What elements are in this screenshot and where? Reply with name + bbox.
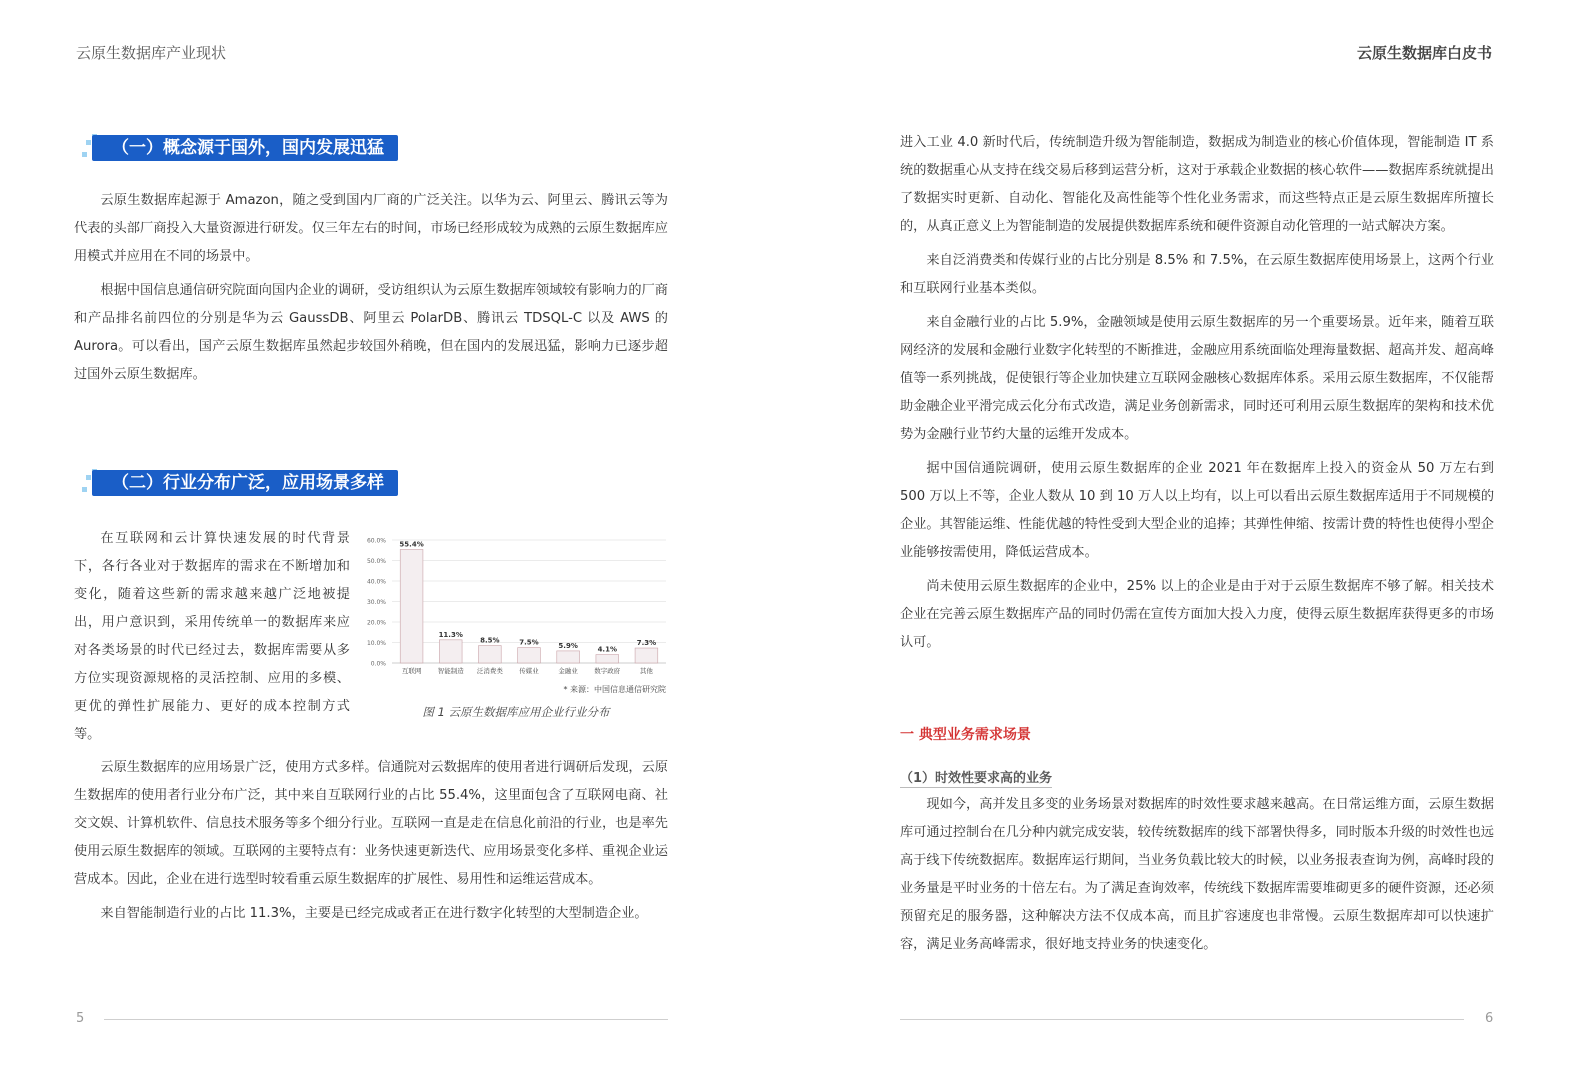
data-label: 7.3% bbox=[636, 639, 657, 648]
x-tick-label: 数字政府 bbox=[594, 667, 621, 675]
x-tick-label: 其他 bbox=[639, 667, 653, 675]
x-tick-label: 互联网 bbox=[401, 667, 422, 675]
bar bbox=[518, 648, 541, 663]
paragraph: 根据中国信息通信研究院面向国内企业的调研，受访组织认为云原生数据库领域较有影响力的厂商和产品排名前四位的分别是华为云 GaussDB、阿里云 PolarDB、腾讯云 TDSQL-C 以及 AWS 的 Aurora。可以看出，国产云原生数据库虽然起步较国外稍晚，但在国内的发展迅猛，影响力已逐步超过国外云原生数据库。 bbox=[74, 283, 668, 382]
y-tick-label: 0.0% bbox=[370, 660, 386, 668]
footer-rule-left bbox=[104, 1019, 668, 1020]
section2-wrap-text bbox=[74, 525, 350, 755]
x-tick-label: 泛消费类 bbox=[476, 667, 503, 675]
page-header-left: 云原生数据库产业现状 bbox=[76, 44, 227, 62]
section2-body bbox=[74, 754, 668, 934]
paragraph: 在互联网和云计算快速发展的时代背景下，各行各业对于数据库的需求在不断增加和变化，随着这些新的需求越来越广泛地被提出，用户意识到，采用传统单一的数据库来应对各类场景的时代已经过去，数据库需要从多方位实现资源规格的灵活控制、应用的多模、更优的弹性扩展能力、更好的成本控制方式等。 bbox=[74, 531, 350, 742]
section1-body bbox=[74, 187, 668, 395]
data-label: 8.5% bbox=[480, 636, 500, 645]
bar bbox=[400, 549, 423, 663]
paragraph: 来自智能制造行业的占比 11.3%，主要是已经完成或者正在进行数字化转型的大型制造企业。 bbox=[100, 906, 648, 921]
y-tick-label: 10.0% bbox=[366, 640, 386, 647]
footer-rule-right bbox=[900, 1019, 1464, 1020]
bar bbox=[596, 655, 619, 663]
paragraph: 云原生数据库起源于 Amazon，随之受到国内厂商的广泛关注。以华为云、阿里云、腾讯云等为代表的头部厂商投入大量资源进行研发。仅三年左右的时间，市场已经形成较为成熟的云原生数据库应用模式并应用在不同的场景中。 bbox=[74, 193, 668, 264]
paragraph: 现如今，高并发且多变的业务场景对数据库的时效性要求越来越高。在日常运维方面，云原生数据库可通过控制台在几分种内就完成安装，较传统数据库的线下部署快得多，同时版本升级的时效性也远高于线下传统数据库。数据库运行期间，当业务负载比较大的时候，以业务报表查询为例，高峰时段的业务量是平时业务的十倍左右。为了满足查询效率，传统线下数据库需要堆砌更多的硬件资源，还必须预留充足的服务器，这种解决方法不仅成本高，而且扩容速度也非常慢。云原生数据库却可以快速扩容，满足业务高峰需求，很好地支持业务的快速变化。 bbox=[900, 797, 1494, 952]
bar bbox=[439, 640, 462, 663]
paragraph: 来自金融行业的占比 5.9%，金融领域是使用云原生数据库的另一个重要场景。近年来，随着互联网经济的发展和金融行业数字化转型的不断推进，金融应用系统面临处理海量数据、超高并发、超高峰值等一系列挑战，促使银行等企业加快建立互联网金融核心数据库体系。采用云原生数据库，不仅能帮助金融企业平滑完成云化分布式改造，满足业务创新需求，同时还可利用云原生数据库的架构和技术优势为金融行业节约大量的运维开发成本。 bbox=[900, 315, 1494, 442]
right-column-body bbox=[900, 129, 1494, 663]
paragraph: 进入工业 4.0 新时代后，传统制造升级为智能制造，数据成为制造业的核心价值体现，智能制造 IT 系统的数据重心从支持在线交易后移到运营分析，这对于承载企业数据的核心软件——数据库系统就提出了数据实时更新、自动化、智能化及高性能等个性化业务需求，而这些特点正是云原生数据库所擅长的，从真正意义上为智能制造的发展提供数据库系统和硬件资源自动化管理的一站式解决方案。 bbox=[900, 135, 1494, 234]
data-label: 4.1% bbox=[597, 645, 617, 654]
data-label: 5.9% bbox=[558, 641, 578, 650]
paragraph: 尚未使用云原生数据库的企业中，25% 以上的企业是由于对于云原生数据库不够了解。相关技术企业在完善云原生数据库产品的同时仍需在宣传方面加大投入力度，使得云原生数据库获得更多的市场认可。 bbox=[900, 579, 1494, 650]
page-header-right: 云原生数据库白皮书 bbox=[1356, 44, 1492, 62]
bar bbox=[479, 646, 502, 663]
industry-distribution-chart bbox=[364, 532, 668, 698]
bar bbox=[557, 651, 580, 663]
x-tick-label: 传媒业 bbox=[519, 667, 539, 675]
y-tick-label: 50.0% bbox=[366, 558, 386, 565]
red-heading: 一 典型业务需求场景 bbox=[900, 727, 1031, 743]
sub-heading: （1）时效性要求高的业务 bbox=[900, 767, 1052, 788]
y-tick-label: 20.0% bbox=[366, 619, 386, 627]
data-label: 7.5% bbox=[519, 638, 539, 647]
x-tick-label: 金融业 bbox=[558, 667, 578, 675]
bar bbox=[635, 648, 658, 663]
data-label: 55.4% bbox=[399, 540, 424, 549]
chart-source: * 来源：中国信息通信研究院 bbox=[563, 685, 666, 694]
paragraph: 来自泛消费类和传媒行业的占比分别是 8.5% 和 7.5%，在云原生数据库使用场景上，这两个行业和互联网行业基本类似。 bbox=[900, 253, 1494, 296]
right-column-last bbox=[900, 791, 1494, 965]
page-number-right: 6 bbox=[1485, 1011, 1494, 1026]
section-title-2: （二）行业分布广泛，应用场景多样 bbox=[92, 470, 398, 496]
chart-caption: 图 1 云原生数据库应用企业行业分布 bbox=[422, 705, 610, 719]
y-tick-label: 30.0% bbox=[366, 599, 386, 606]
data-label: 11.3% bbox=[438, 630, 463, 639]
paragraph: 云原生数据库的应用场景广泛，使用方式多样。信通院对云数据库的使用者进行调研后发现，云原生数据库的使用者行业分布广泛，其中来自互联网行业的占比 55.4%，这里面包含了互联网电商、社交文娱、计算机软件、信息技术服务等多个细分行业。互联网一直是走在信息化前沿的行业，也是率先使用云原生数据库的领域。互联网的主要特点有：业务快速更新迭代、应用场景变化多样、重视企业运营成本。因此，企业在进行选型时较看重云原生数据库的扩展性、易用性和运维运营成本。 bbox=[74, 760, 668, 887]
y-tick-label: 60.0% bbox=[366, 537, 386, 545]
paragraph: 据中国信通院调研，使用云原生数据库的企业 2021 年在数据库上投入的资金从 50 万左右到 500 万以上不等，企业人数从 10 到 10 万人以上均有，以上可以看出云原生数据库适用于不同规模的企业。其智能运维、性能优越的特性受到大型企业的追捧；其弹性伸缩、按需计费的特性也使得小型企业能够按需使用，降低运营成本。 bbox=[900, 461, 1495, 560]
section-title-1: （一）概念源于国外，国内发展迅猛 bbox=[92, 135, 398, 161]
x-tick-label: 智能制造 bbox=[437, 667, 464, 675]
page-number-left: 5 bbox=[76, 1011, 85, 1026]
y-tick-label: 40.0% bbox=[366, 578, 386, 586]
